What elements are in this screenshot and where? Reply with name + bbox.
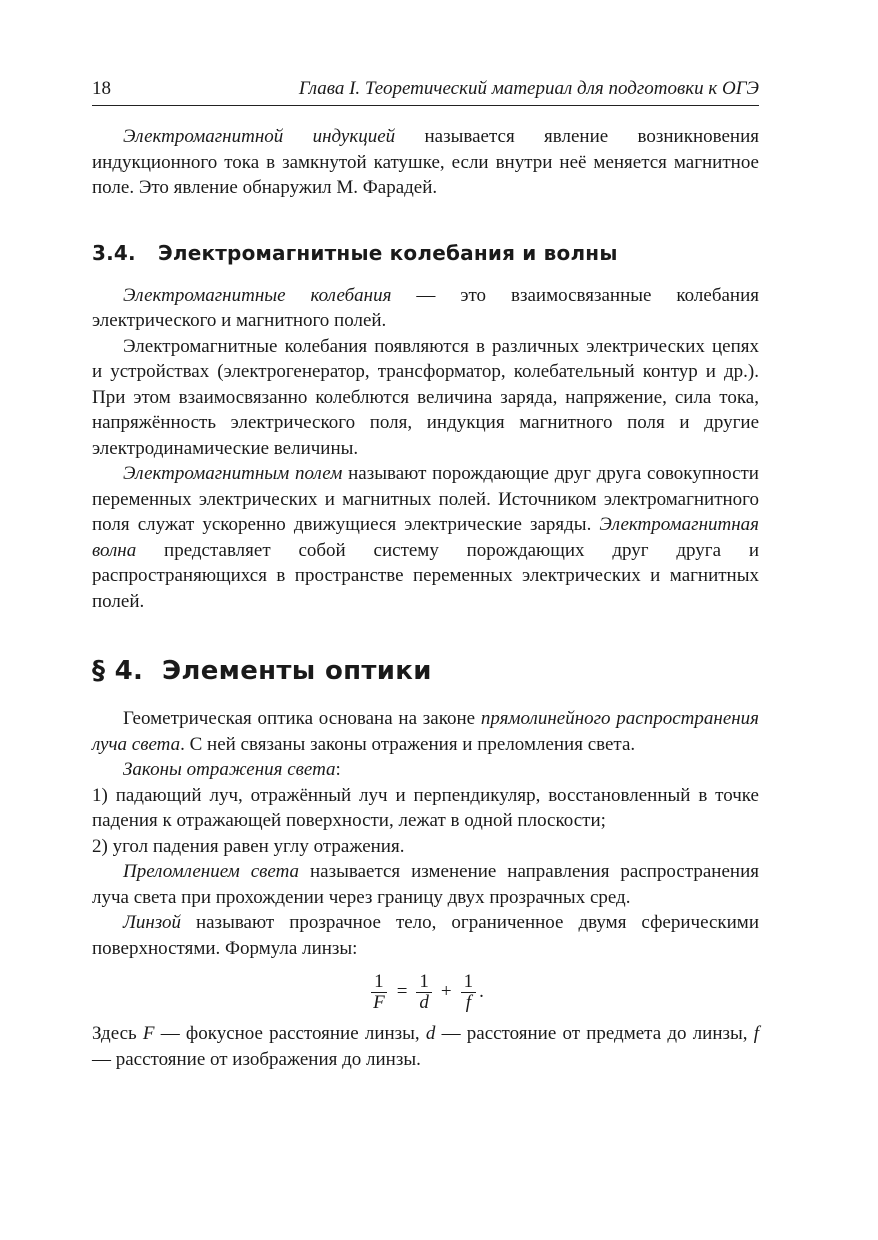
lens-formula [92,967,759,1017]
geometric-optics-text-2: . С ней связаны законы отражения и преломления света. [180,733,636,755]
straight-line-term: прямолинейного распространения луча света [92,708,760,755]
numerator: 1 [371,972,387,993]
expl-text: — расстояние от предмета до линзы, [435,1023,754,1044]
lens-text: называют прозрачное тело, ограниченное двумя сферическими поверхностями. Формула линзы: [92,912,759,959]
plus-sign: + [440,981,452,1002]
intro-paragraph [92,124,759,201]
reflection-law-1: 1) падающий луч, отражённый луч и перпендикуляр, восстановленный в точке падения к отражающей поверхности, лежат в одной плоскости; [92,784,759,831]
denominator: d [419,991,429,1013]
symbol-d: d [425,1023,436,1044]
refraction-text: называется изменение направления распространения луча света при прохождении через границу двух прозрачных сред. [92,861,759,908]
em-field-term: Электромагнитным полем [123,463,343,484]
denominator: F [373,991,385,1013]
expl-text: Здесь [92,1023,143,1044]
running-header [92,78,759,106]
em-wave-term: Электромагнитная волна [92,514,759,561]
equals-sign: = [396,981,408,1002]
reflection-law-2: 2) угол падения равен углу отражения. [92,835,405,857]
subsection-heading [92,241,759,265]
numerator: 1 [461,972,477,993]
em-field-text: называют порождающие друг друга совокупности переменных электрических и магнитных полей. Источником электромагнитного поля служат ускоренно движущиеся электрические заряды. [92,463,759,535]
reflection-laws-term: Законы отражения света [123,759,336,780]
refraction-term: Преломлением света [123,861,300,882]
em-wave-text: представляет собой систему порождающих друг друга и распространяющихся в пространстве переменных электрических и магнитных полей. [92,539,759,612]
expl-text: — расстояние от изображения до линзы. [92,1048,421,1070]
symbol-F: F [142,1023,155,1044]
em-oscillations-text: — это взаимосвязанные колебания электрического и магнитного полей. [92,284,759,331]
em-oscillations-definition [92,283,759,334]
refraction-paragraph [92,859,759,910]
formula-period: . [479,981,484,1002]
page-number: 18 [92,78,111,99]
reflection-laws-heading [92,757,759,783]
intro-text: называется явление возникновения индукционного тока в замкнутой катушке, если внутри неё меняется магнитное поле. Это явление обнаружил М. Фарадей. [92,126,759,198]
lens-paragraph [92,910,759,961]
subsection-number: 3.4. [92,240,136,265]
subsection-title: Электромагнитные колебания и волны [158,240,618,265]
symbol-f: f [753,1023,760,1044]
section-title: Элементы оптики [162,656,432,686]
chapter-title: Глава I. Теоретический материал для подготовки к ОГЭ [298,78,759,99]
section-heading [92,656,759,686]
formula-explanation [92,1021,759,1072]
fraction-1-over-F [370,972,388,1013]
fraction-1-over-d [416,972,432,1013]
section-number: § 4. [92,656,144,686]
intro-term: Электромагнитной индукцией [123,126,396,147]
em-oscillations-term: Электромагнитные колебания [123,284,392,306]
expl-text: — фокусное расстояние линзы, [154,1023,426,1044]
book-page [92,78,759,1072]
reflection-laws-colon: : [335,759,341,780]
geometric-optics-paragraph [92,706,759,757]
geometric-optics-text-1: Геометрическая оптика основана на законе [123,708,481,729]
em-oscillations-paragraph: Электромагнитные колебания появляются в различных электрических цепях и устройствах (электрогенератор, трансформатор, колебательный контур и др.). При этом взаимосвязанно колеблются величина заряда, напряжение, сила тока, напряжённость электрического поля, индукция магнитного поля и другие электродинамические величины. [92,335,759,459]
em-field-paragraph [92,461,759,614]
numerator: 1 [416,972,432,993]
denominator: f [465,991,472,1013]
lens-term: Линзой [123,912,181,933]
fraction-1-over-f [461,972,477,1013]
